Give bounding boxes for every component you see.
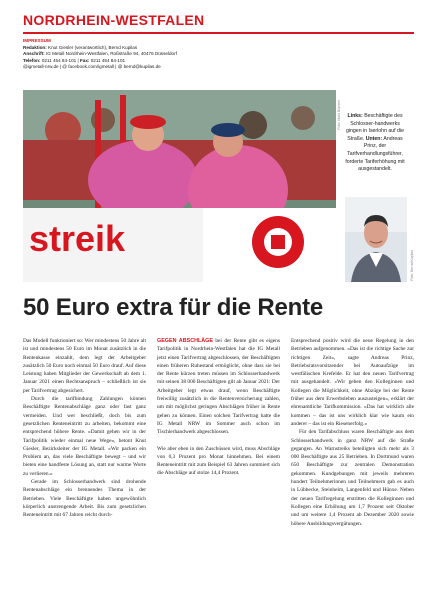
article-lead-paragraph <box>157 337 280 437</box>
impressum-telefon: 0211 454 84-101 <box>41 57 77 63</box>
section-rule <box>23 32 414 34</box>
article-paragraph: bei der Rente gibt es eigens Tarifpolitik in Nordrhein-Westfalen hat die IG Metall jetzt einen Tarifvertrag abgeschlossen, der Beschäftigten einen früheren Ruhestand ermöglicht, ohne dass sie bei der Rente kürzen treten müssen im Schlosserhandwerk mit seinen 38 000 Beschäftigten gilt ab Januar 2021: Der Arbeitgeber legt etwas drauf, wenn Beschäftigte freiwillig zusätzlich in die Rentenversicherung zahlen, um mit möglichst geringen Abschlägen früher in Rente gehen zu können. Einen solchen Tarifvertrag hatte die IG Metall NRW im Sommer auch schon im Tischlerhandwerk abgeschlossen. <box>157 338 280 436</box>
impressum-redaktion: Knut Giesler (verantwortlich), Bernd Kupilas <box>48 44 138 50</box>
photo-caption <box>345 113 405 174</box>
impressum-anschrift: IG Metall Nordrhein-Westfalen, Roßstraße 94, 40476 Düsseldorf <box>45 51 177 57</box>
caption-label-left: Links: <box>347 113 363 119</box>
impressum-redaktion-label: Redaktion: <box>23 44 47 50</box>
article-paragraph: Wie aber eben in den Zuschüssen wird, muss Abschläge von 0,3 Prozent pro Monat hinnehmen. Bei einem Renteneintritt mit zum Beispiel 63 Jahren summiert sich die Abschläge auf stolze 14,4 Prozent. <box>157 445 280 477</box>
article-paragraph: Entsprechend positiv wird die neue Regelung in den Betrieben aufgenommen. »Das ist die richtige Sache zur richtigen Zeit«, sagte Andreas Prinz, Betriebsratsvorsitzender bei Autoaufzüge im westfälischen Krefelde. Er hat den neuen Tarifvertrag mit ausgehandelt. »Wir geben den Kolleginnen und Kollegen die Möglichkeit, ohne Abzüge bei der Rente früher aus dem Erwerbsleben auszusteigen«, erklärt der ehrenamtliche Tarifkommission. »Das hat wirklich alle kommen – das ist uns wirklich klar wie kaum ein anderer – das ist ein Riesenerfolg.« <box>291 338 414 427</box>
impressum-anschrift-label: Anschrift: <box>23 51 45 57</box>
article-paragraph: Das Modell funktioniert so: Wer mindestens 50 Jahre alt ist und mindestens 50 Euro im Monat zusätzlich in die Rentenkasse einzahlt, dem legt der Arbeitgeber zusätzlich 50 Euro noch einmal 50 Euro drauf. Auf diese Leistung haben Mitglieder der Gewerkschaft ab dem 1. Januar 2021 einen Rechtsanspruch – schließlich ist sie per Tarifvertrag abgesichert. <box>23 338 146 394</box>
portrait-illustration <box>345 197 407 282</box>
impressum-heading: IMPRESSUM <box>23 38 51 43</box>
caption-text-left: Beschäftigte des Schlosser-handwerks gingen in Iserlohn auf die Straße. <box>346 113 404 142</box>
portrait-credit: Foto: Bernd Kupilas <box>410 250 414 281</box>
paragraph-gap <box>157 437 280 445</box>
impressum-block <box>23 38 323 71</box>
caption-text-below: Andreas Prinz, der Tarifverhandlungsführer, forderte Tariferhöhung mit ausgestandelt. <box>345 135 405 173</box>
article-paragraph: Gerade im Schlosserhandwerk sind drohende Rentenabschläge ein brennendes Thema in der Betrieben. Viele Beschäftigte haben ungewöhnlich körperlich anstrengende Arbeit. Bis zum gesetzlichen Renteneintritt mit 67 Jahren reicht durch- <box>23 479 146 519</box>
impressum-redaktion-line <box>23 45 323 52</box>
article-headline: 50 Euro extra für die Rente <box>23 294 324 321</box>
article-paragraph: Durch die tarifbindung Zahlungen können Beschäftigte Rentenabschläge ganz oder fast ganz vermeiden. Und wer beschließt, doch bis zum gesetzlichen Renteneintritt zu arbeiten, bekommt eine entsprechend höhere Rente. »Damit gehen wir in der Tarifpolitik wieder einmal neue Wege«, betont Knut Giesler, Bezirksleiter der IG Metall. »Wir packen ein Problem an, das viele Beschäftigte bewegt – und wir bieten eine handfeste Lösung an, statt nur warme Worte zu verlieren.« <box>23 396 146 477</box>
article-column-2 <box>157 337 280 478</box>
caption-label-below: Unten: <box>365 135 383 142</box>
article-paragraph: Für den Tarifabschluss waren Beschäftigte aus dem Schlosserhandwerk in ganz NRW auf die Straße gegangen. An Warnstreiks beteiligten sich mehr als 3 000 Beschäftigte aus 25 Betrieben. In Dortmund waren 650 Beschäftigte zur zentralen Demonstration gekommen. Kundgebungen mit jeweils mehreren hundert Teilnehmerinnen und Teilnehmern gab es auch in Lübbecke, Steinheim, Langenfeld und Hünxe. Neben der neuen Tarifregelung erstritten die Kolleginnen und Kollegen eine Erhöhung um 1,7 Prozent seit Oktober und um weitere 1,4 Prozent ab Dezember 2020 sowie höhere Ausbildungsvergütungen. <box>291 429 414 527</box>
impressum-contact-line: Telefon: 0211 454 84-101 | Fax: 0211 454 84-101 <box>23 57 126 63</box>
impressum-social: @igmetall-nrw.de | @ facebook.com/igmetall | @ bernd@kupilas.de <box>23 64 161 70</box>
banner-text: streik <box>29 218 126 259</box>
impressum-fax: 0211 454 84-101 <box>90 57 126 63</box>
photo-credit: Foto: Mark Bücherl <box>337 100 341 130</box>
article-column-1 <box>23 337 146 520</box>
section-title: NORDRHEIN-WESTFALEN <box>23 12 205 28</box>
article-column-3 <box>291 337 414 528</box>
portrait-photo <box>345 197 407 282</box>
impressum-fax-label: Fax: <box>79 57 90 63</box>
article-lead-in: GEGEN ABSCHLÄGE <box>157 338 213 344</box>
impressum-anschrift-line <box>23 51 323 58</box>
strike-photo <box>23 90 336 282</box>
impressum-telefon-label: Telefon: <box>23 57 41 63</box>
